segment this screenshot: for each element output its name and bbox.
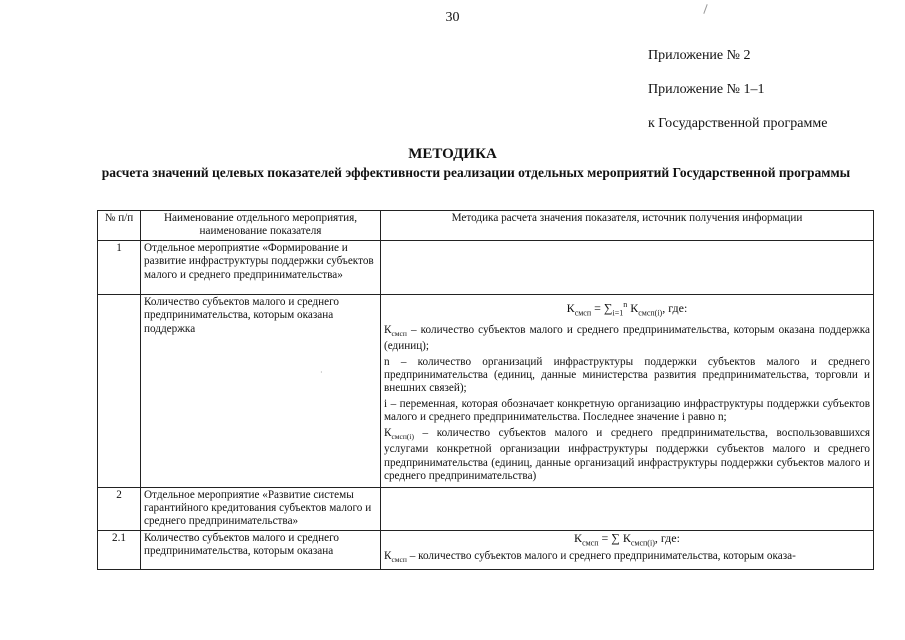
row-name: Отдельное мероприятие «Развитие системы гарантийного кредитования субъектов малого и среднего предпринимательства» <box>141 487 381 530</box>
page-number: 30 <box>445 10 460 25</box>
table-row <box>98 487 874 530</box>
formula: $К_{смсп}$ = ∑ $К_{смсп(i)}$, где: <box>574 530 680 548</box>
definition: i – переменная, которая обозначает конкретную организацию инфраструктуры поддержки субъектов малого и среднего предпринимательства. Последнее значение i равно n; <box>384 397 870 424</box>
table-header-row <box>98 211 874 241</box>
row-name: Количество субъектов малого и среднего предпринимательства, которым оказана поддержка <box>141 294 381 487</box>
row-method <box>381 240 874 294</box>
table-row <box>98 294 874 487</box>
definition: n – количество организаций инфраструктуры поддержки субъектов малого и среднего предпринимательства (единиц, данные министерства развития предпринимательства, торговли и внешних связей); <box>384 355 870 395</box>
row-number: 1 <box>98 240 141 294</box>
row-number: 2 <box>98 487 141 530</box>
row-method <box>381 487 874 530</box>
definition: $К_{смсп(i)}$ – количество субъектов малого и среднего предпринимательства, воспользовавшихся услугами конкретной организации инфраструктуры поддержки субъектов малого и среднего предпринимательства (единиц, данные организаций инфраструктуры поддержки субъектов малого и среднего предпринимательства) <box>384 426 870 483</box>
appendix-line-1: Приложение № 2 <box>648 48 751 63</box>
table-row <box>98 530 874 569</box>
table-row <box>98 240 874 294</box>
appendix-line-3: к Государственной программе <box>648 116 828 131</box>
row-number <box>98 294 141 487</box>
row-method <box>381 294 874 487</box>
scan-speck: · <box>320 368 323 377</box>
methodology-table <box>97 210 874 570</box>
document-title: МЕТОДИКА <box>408 146 497 162</box>
header-name: Наименование отдельного мероприятия, наименование показателя <box>141 211 381 241</box>
row-name: Отдельное мероприятие «Формирование и развитие инфраструктуры поддержки субъектов малого и среднего предпринимательства» <box>141 240 381 294</box>
row-method <box>381 530 874 569</box>
header-method: Методика расчета значения показателя, источник получения информации <box>381 211 874 241</box>
row-number: 2.1 <box>98 530 141 569</box>
definition: $К_{смсп}$ – количество субъектов малого и среднего предпринимательства, которым оказа- <box>384 549 796 564</box>
row-name: Количество субъектов малого и среднего предпринимательства, которым оказана <box>141 530 381 569</box>
header-number: № п/п <box>98 211 141 241</box>
document-subtitle: расчета значений целевых показателей эффективности реализации отдельных мероприятий Государственной программы <box>101 165 851 180</box>
definition: $К_{смсп}$ – количество субъектов малого и среднего предпринимательства, которым оказана поддержка (единиц); <box>384 323 870 353</box>
appendix-line-2: Приложение № 1–1 <box>648 82 765 97</box>
formula: $К_{смсп} = \sum_{i=1}^n$ $К_{смсп(i)}$, где: <box>566 299 688 318</box>
